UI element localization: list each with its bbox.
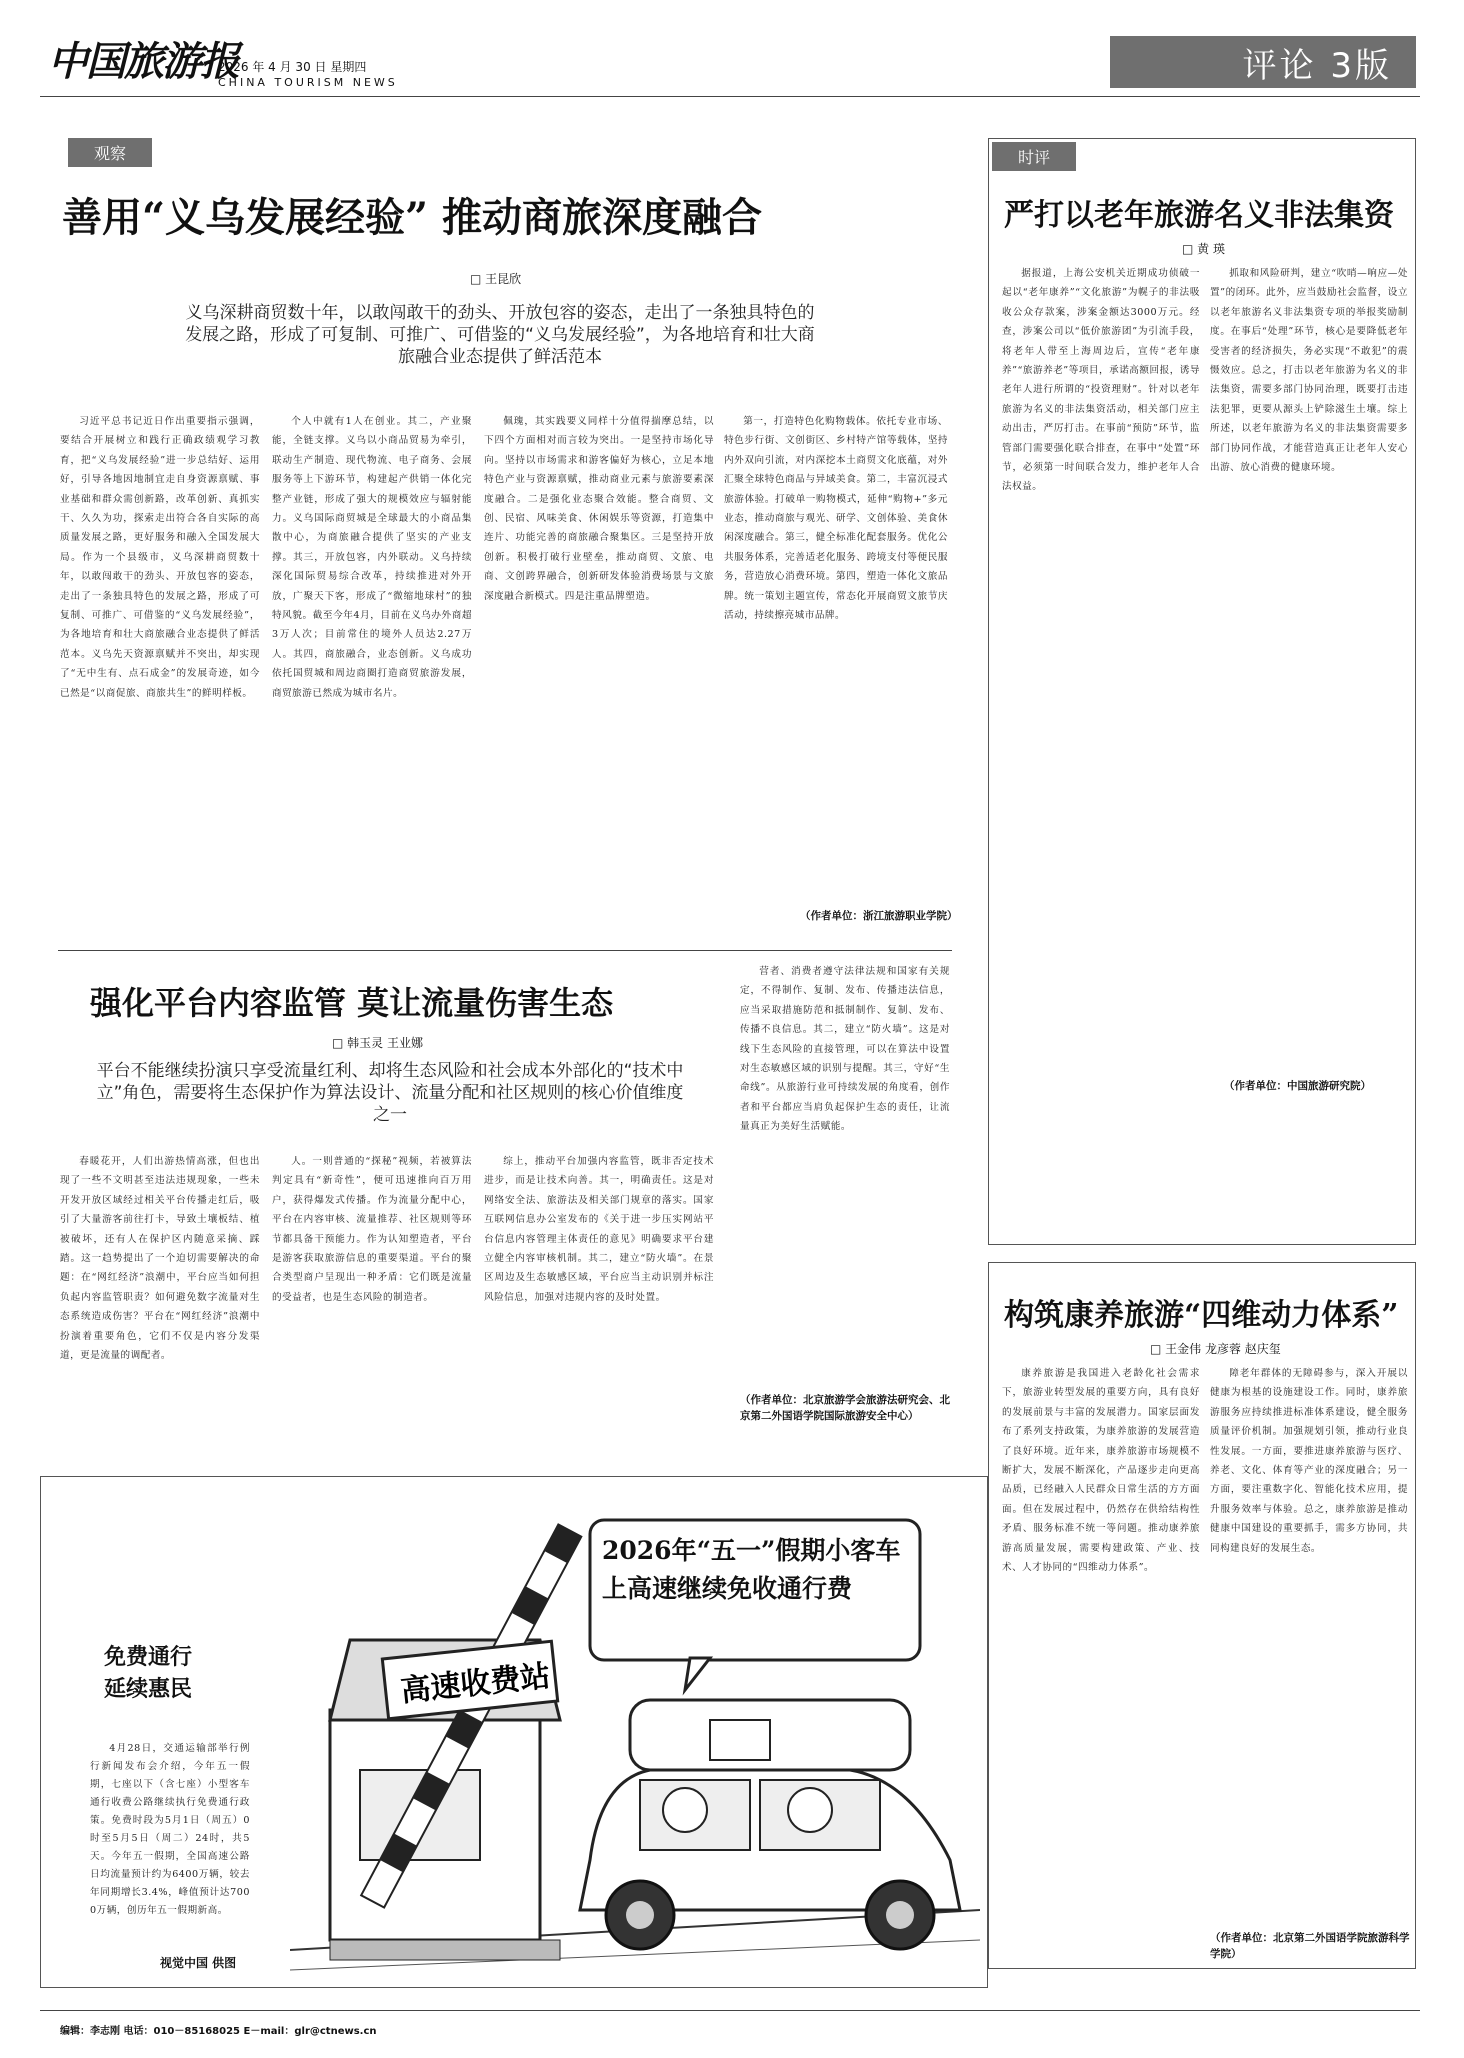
article1-deck: 义乌深耕商贸数十年，以敢闯敢干的劲头、开放包容的姿态，走出了一条独具特色的发展之路，形成了可复制、可推广、可借鉴的“义乌发展经验”，为各地培育和壮大商旅融合业态提供了鲜活范本 <box>185 303 815 367</box>
article4-byline: □ 王金伟 龙彦蓉 赵庆玺 <box>1150 1342 1281 1356</box>
cartoon-credit: 视觉中国 供图 <box>160 1956 237 1970</box>
article1-column-2 <box>272 412 472 940</box>
article3-text-2: 人。一则普通的“探秘”视频，若被算法判定具有“新奇性”，便可迅速推向百万用户，获得爆发式传播。作为流量分配中心，平台在内容审核、流量推荐、社区规则等环节都具备干预能力。作为认知塑造者，平台是游客获取旅游信息的重要渠道。平台的聚合类型商户呈现出一种矛盾：它们既是流量的受益者，也是生态风险的制造者。 <box>272 1156 472 1303</box>
page-section-tag: 评论 3版 <box>1110 36 1416 88</box>
article2-text-2: 抓取和风险研判，建立“吹哨—响应—处置”的闭环。此外，应当鼓励社会监督，设立以老年旅游名义非法集资专项的举报奖励制度。在事后“处理”环节，核心是要降低老年受害者的经济损失，务必实现“不敢犯”的震慑效应。总之，打击以老年旅游为名义的非法集资，需要多部门协同治理，既要打击违法犯罪，更要从源头上铲除滋生土壤。综上所述，以老年旅游为名义的非法集资需要多部门协同作战，才能营造真正让老年人安心出游、放心消费的健康环境。 <box>1210 268 1408 474</box>
article1-column-1 <box>60 412 260 940</box>
footer-divider <box>40 2010 1420 2011</box>
article1-divider <box>58 950 952 951</box>
toll-booth-cartoon <box>290 1480 980 1980</box>
article1-text-4: 第一，打造特色化购物载体。依托专业市场、特色步行街、文创街区、乡村特产馆等载体，坚持内外双向引流，对内深挖本土商贸文化底蕴，对外汇聚全球特色商品与异域美食。第二，丰富沉浸式旅游体验。打破单一购物模式，延伸“购物+”多元业态，推动商旅与观光、研学、文创体验、美食休闲深度融合。第三，健全标准化配套服务。优化公共服务体系，完善适老化服务、跨境支付等便民服务，营造放心消费环境。第四，塑造一体化文旅品牌。统一策划主题宣传，常态化开展商贸文旅节庆活动，持续擦亮城市品牌。 <box>724 416 948 622</box>
cartoon-caption-title-1: 免费通行 <box>104 1644 193 1670</box>
article2-byline: □ 黄 瑛 <box>1182 242 1225 256</box>
article1-text-2: 个人中就有1人在创业。其二，产业聚能，全链支撑。义乌以小商品贸易为牵引，联动生产制造、现代物流、电子商务、会展服务等上下游环节，构建起产供销一体化完整产业链，形成了强大的规模效应与辐射能力。义乌国际商贸城是全球最大的小商品集散中心，为商旅融合提供了坚实的产业支撑。其三，开放包容，内外联动。义乌持续深化国际贸易综合改革，持续推进对外开放，广聚天下客，形成了“微缩地球村”的独特风貌。截至今年4月，目前在义乌办外商超3万人次；目前常住的境外人员达2.27万人。其四，商旅融合，业态创新。义乌成功依托国贸城和周边商圈打造商贸旅游发展，商贸旅游已然成为城市名片。 <box>272 416 472 699</box>
article1-column-3 <box>484 412 714 940</box>
article1-column-4 <box>724 412 948 902</box>
newspaper-logo: 中国旅游报 <box>48 38 238 85</box>
article2-column-1 <box>1002 264 1200 1164</box>
footer-editor-info: 编辑：李志刚 电话：010－85168025 E－mail：glr@ctnews.cn <box>60 2026 377 2037</box>
article1-text-1: 习近平总书记近日作出重要指示强调，要结合开展树立和践行正确政绩观学习教育，把“义乌发展经验”进一步总结好、运用好，引导各地因地制宜走自身资源禀赋、事业基础和群众需创新路，改革创新、真抓实干、久久为功，探索走出符合各自实际的高质量发展之路，更好服务和融入全国发展大局。作为一个县级市，义乌深耕商贸数十年，以敢闯敢干的劲头、开放包容的姿态，走出了一条独具特色的发展之路，形成了可复制、可推广、可借鉴的“义乌发展经验”，为各地培育和壮大商旅融合业态提供了鲜活范本。义乌先天资源禀赋并不突出，却实现了“无中生有、点石成金”的发展奇迹，如今已然是“以商促旅、商旅共生”的鲜明样板。 <box>60 416 260 699</box>
article1-affiliation: （作者单位：浙江旅游职业学院） <box>800 910 958 922</box>
masthead <box>0 0 1464 100</box>
speech-text: 2026年“五一”假期小客车上高速继续免收通行费 <box>602 1536 901 1603</box>
article4-title[interactable]: 构筑康养旅游“四维动力体系” <box>1004 1298 1399 1333</box>
article1-text-3: 佩瑰，其实践要义同样十分值得揣摩总结，以下四个方面相对而言较为突出。一是坚持市场化导向。坚持以市场需求和游客偏好为核心，立足本地特色产业与资源禀赋，推动商业元素与旅游要素深度融合。二是强化业态聚合效能。整合商贸、文创、民宿、风味美食、休闲娱乐等资源，打造集中连片、功能完善的商旅融合聚集区。三是坚持开放创新。积极打破行业壁垒，推动商贸、文旅、电商、文创跨界融合，创新研发体验消费场景与文旅深度融合新模式。四是注重品牌塑造。 <box>484 416 714 602</box>
booth-sign: 高速收费站 <box>399 1658 552 1710</box>
top-divider <box>40 96 1420 97</box>
cartoon-caption-text <box>90 1740 250 1950</box>
article2-affiliation: （作者单位：中国旅游研究院） <box>1224 1080 1371 1092</box>
article3-column-1 <box>60 1152 260 1452</box>
issue-date: 2026 年 4 月 30 日 星期四 <box>218 60 367 74</box>
article2-title[interactable]: 严打以老年旅游名义非法集资 <box>1004 198 1394 233</box>
kicker-commentary: 时评 <box>992 142 1076 171</box>
kicker-observation: 观察 <box>68 138 152 167</box>
article1-byline: □ 王昆欣 <box>470 272 522 286</box>
article4-affiliation: （作者单位：北京第二外国语学院旅游科学学院） <box>1210 1932 1410 1960</box>
article3-byline: □ 韩玉灵 王业娜 <box>332 1036 423 1050</box>
article3-column-4 <box>740 962 950 1362</box>
article3-column-3 <box>484 1152 714 1402</box>
article4-text-1: 康养旅游是我国进入老龄化社会需求下，旅游业转型发展的重要方向，具有良好的发展前景与丰富的发展潜力。国家层面发布了系列支持政策，为康养旅游的发展营造了良好环境。近年来，康养旅游市场规模不断扩大，发展不断深化，产品逐步走向更高品质，已经融入人民群众日常生活的方方面面。但在发展过程中，仍然存在供给结构性矛盾、服务标准不统一等问题。推动康养旅游高质量发展，需要构建政策、产业、技术、人才协同的“四维动力体系”。 <box>1002 1368 1200 1574</box>
article3-title[interactable]: 强化平台内容监管 莫让流量伤害生态 <box>90 984 614 1022</box>
paper-english-name: CHINA TOURISM NEWS <box>218 76 398 89</box>
article2-column-2 <box>1210 264 1408 1064</box>
article3-text-4: 营者、消费者遵守法律法规和国家有关规定，不得制作、复制、发布、传播违法信息，应当采取措施防范和抵制制作、复制、发布、传播不良信息。其二，建立“防火墙”。这是对线下生态风险的直接管理，可以在算法中设置对生态敏感区域的识别与提醒。其三，守好“生命线”。从旅游行业可持续发展的角度看，创作者和平台都应当肩负起保护生态的责任，让流量真正为美好生活赋能。 <box>740 966 950 1133</box>
cartoon-caption-body: 4月28日，交通运输部举行例行新闻发布会介绍，今年五一假期，七座以下（含七座）小型客车通行收费公路继续执行免费通行政策。免费时段为5月1日（周五）0时至5月5日（周二）24时，共5天。今年五一假期，全国高速公路日均流量预计约为6400万辆，较去年同期增长3.4%，峰值预计达7000万辆，创历年五一假期新高。 <box>90 1743 250 1916</box>
car-illustration <box>580 1700 960 1949</box>
article3-text-3: 综上，推动平台加强内容监管，既非否定技术进步，而是让技术向善。其一，明确责任。这是对网络安全法、旅游法及相关部门规章的落实。国家互联网信息办公室发布的《关于进一步压实网站平台信息内容管理主体责任的意见》明确要求平台建立健全内容审核机制。其二，建立“防火墙”。在景区周边及生态敏感区域，平台应当主动识别并标注风险信息，加强对违规内容的及时处置。 <box>484 1156 714 1303</box>
article1-title[interactable]: 善用“义乌发展经验” 推动商旅深度融合 <box>62 194 762 241</box>
article3-column-2 <box>272 1152 472 1452</box>
article4-text-2: 障老年群体的无障碍参与，深入开展以健康为根基的设施建设工作。同时，康养旅游服务应持续推进标准体系建设，健全服务质量评价机制。加强规划引领，推动行业良性发展。一方面，要推进康养旅游与医疗、养老、文化、体育等产业的深度融合；另一方面，要注重数字化、智能化技术应用，提升服务效率与体验。总之，康养旅游是推动健康中国建设的重要抓手，需多方协同，共同构建良好的发展生态。 <box>1210 1368 1408 1554</box>
article3-deck: 平台不能继续扮演只享受流量红利、却将生态风险和社会成本外部化的“技术中立”角色，需要将生态保护作为算法设计、流量分配和社区规则的核心价值维度之一 <box>96 1061 684 1125</box>
article2-text-1: 据报道，上海公安机关近期成功侦破一起以“老年康养”“文化旅游”为幌子的非法吸收公众存款案，涉案金额达3000万元。经查，涉案公司以“低价旅游团”为引流手段，将老年人带至上海周边后，宣传“老年康养”“旅游养老”等项目，承诺高额回报，诱导老年人进行所谓的“投资理财”。针对以老年旅游为名义的非法集资活动，相关部门应主动出击，严厉打击。在事前“预防”环节，监管部门需要强化联合排查，在事中“处置”环节，必须第一时间联合发力，维护老年人合法权益。 <box>1002 268 1200 493</box>
article4-box <box>988 1262 1416 1969</box>
cartoon-caption-title-2: 延续惠民 <box>104 1676 193 1702</box>
article3-affiliation: （作者单位：北京旅游学会旅游法研究会、北京第二外国语学院国际旅游安全中心） <box>740 1394 950 1422</box>
article3-text-1: 春暖花开，人们出游热情高涨，但也出现了一些不文明甚至违法违规现象，一些未开发开放区域经过相关平台传播走红后，吸引了大量游客前往打卡，导致土壤板结、植被破坏，还有人在保护区内随意采摘、踩踏。这一趋势提出了一个迫切需要解决的命题：在“网红经济”浪潮中，平台应当如何担负起内容监管职责？如何避免数字流量对生态系统造成伤害？平台在“网红经济”浪潮中扮演着重要角色，它们不仅是内容分发渠道，更是流量的调配者。 <box>60 1156 260 1362</box>
